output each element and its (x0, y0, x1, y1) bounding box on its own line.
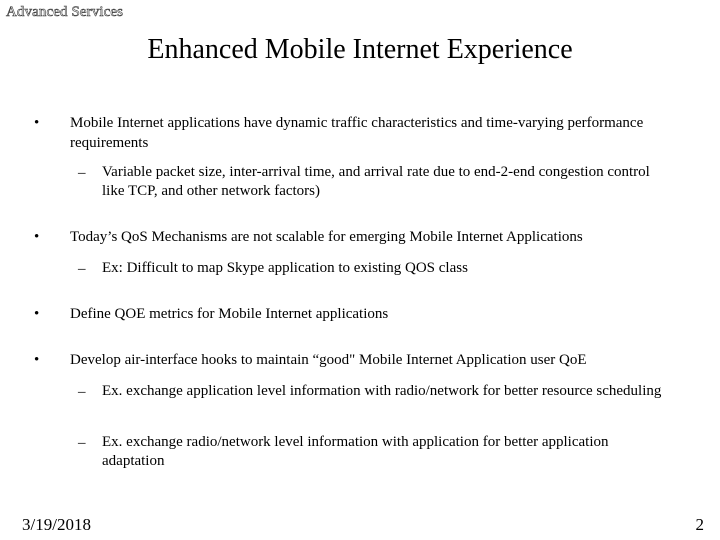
sub-bullet-marker: – (78, 435, 86, 451)
bullet-marker: • (34, 352, 40, 368)
sub-bullet-marker: – (78, 261, 86, 277)
sub-bullet-marker: – (78, 165, 86, 181)
bullet-marker: • (34, 115, 40, 131)
sub-bullet-text: Ex. exchange application level information with radio/network for better resource scheduling (102, 383, 662, 399)
sub-bullet-text: Variable packet size, inter-arrival time, and arrival rate due to end-2-end congestion control like TCP, and other network factors) (102, 164, 650, 199)
bullet-marker: • (34, 306, 40, 322)
sub-bullet-marker: – (78, 384, 86, 400)
bullet-text: Today’s QoS Mechanisms are not scalable for emerging Mobile Internet Applications (70, 229, 583, 245)
page-number: 2 (695, 515, 704, 534)
slide-date: 3/19/2018 (22, 515, 91, 534)
bullet-text: Develop air-interface hooks to maintain “good" Mobile Internet Application user QoE (70, 352, 587, 368)
section-label: Advanced Services (6, 4, 124, 20)
bullet-text: Mobile Internet applications have dynamic traffic characteristics and time-varying performance requirements (70, 115, 644, 151)
sub-bullet-text: Ex: Difficult to map Skype application to existing QOS class (102, 260, 468, 276)
sub-bullet-text: Ex. exchange radio/network level information with application for better application adaptation (102, 434, 609, 469)
slide-title: Enhanced Mobile Internet Experience (147, 34, 573, 65)
bullet-marker: • (34, 229, 40, 245)
bullet-text: Define QOE metrics for Mobile Internet applications (70, 306, 389, 322)
